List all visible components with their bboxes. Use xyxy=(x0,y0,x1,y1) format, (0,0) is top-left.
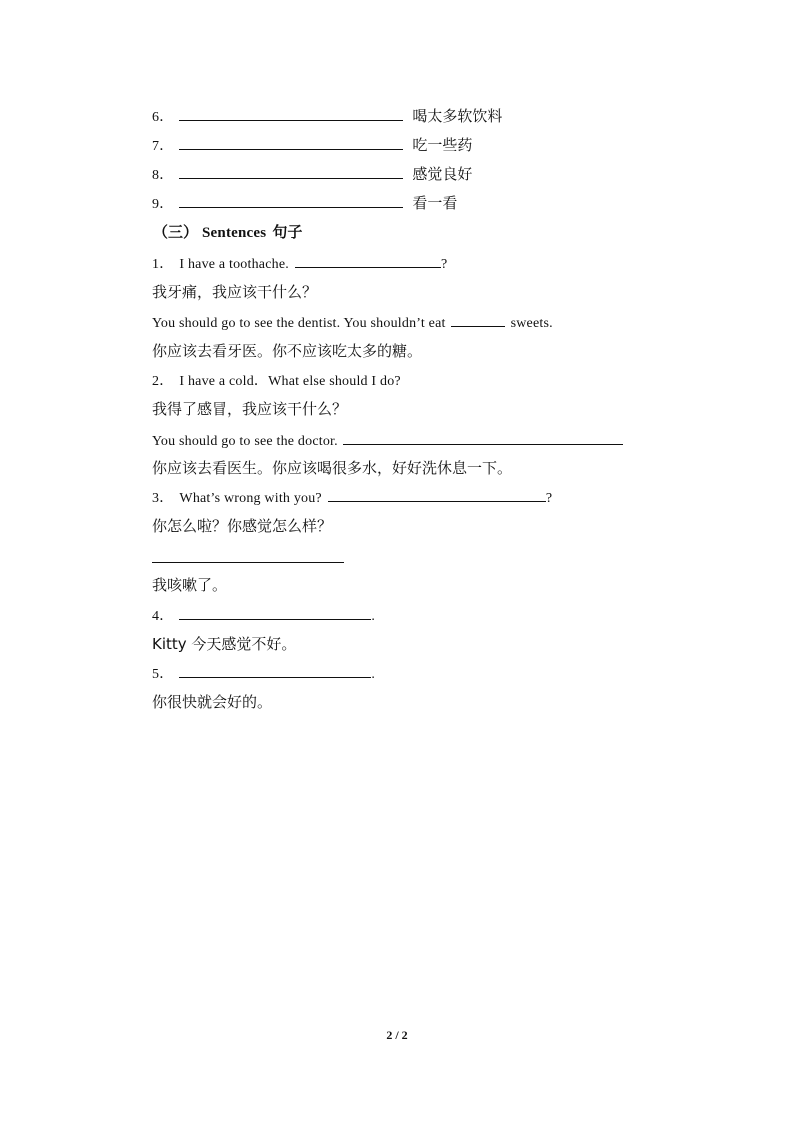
answer-blank[interactable] xyxy=(295,253,441,268)
question-number: 2． xyxy=(152,374,174,389)
question-end-mark: . xyxy=(371,667,376,682)
question-1-answer-translation xyxy=(152,341,422,361)
question-2-answer xyxy=(152,430,623,452)
translation-text: 你很快就会好的。 xyxy=(152,693,273,711)
section-title-en: Sentences xyxy=(202,225,267,241)
item-number: 8． xyxy=(152,168,174,183)
question-end-mark: . xyxy=(371,609,376,624)
question-2 xyxy=(152,370,401,392)
translation-text: Kitty 今天感觉不好。 xyxy=(152,635,297,653)
page-number: 2 / 2 xyxy=(386,1028,408,1042)
answer-blank[interactable] xyxy=(179,605,371,620)
phrase-meaning: 吃一些药 xyxy=(412,136,473,154)
answer-blank[interactable] xyxy=(179,135,403,150)
translation-text: 我牙痛，我应该干什么？ xyxy=(152,283,318,301)
answer-blank[interactable] xyxy=(152,548,344,563)
phrase-item xyxy=(152,135,472,157)
question-3 xyxy=(152,487,552,509)
answer-blank[interactable] xyxy=(179,663,371,678)
question-end-mark: ? xyxy=(545,491,553,506)
translation-text: 我咳嗽了。 xyxy=(152,576,228,594)
phrase-item xyxy=(152,106,502,128)
question-prompt: What’s wrong with you? xyxy=(179,491,322,506)
phrase-item xyxy=(152,193,457,215)
item-number: 7． xyxy=(152,139,174,154)
answer-text: sweets. xyxy=(510,316,553,331)
question-2-answer-translation xyxy=(152,458,512,478)
answer-blank[interactable] xyxy=(451,312,505,327)
item-number: 9． xyxy=(152,197,174,212)
question-3-translation xyxy=(152,516,332,536)
question-number: 3． xyxy=(152,491,174,506)
answer-blank[interactable] xyxy=(328,487,546,502)
question-prompt: I have a toothache. xyxy=(179,257,289,272)
phrase-meaning: 看一看 xyxy=(412,194,458,212)
question-prompt: I have a cold．What else should I do? xyxy=(179,374,401,389)
answer-blank[interactable] xyxy=(179,193,403,208)
question-number: 5． xyxy=(152,667,174,682)
question-3-answer xyxy=(152,548,344,568)
question-4-translation xyxy=(152,634,296,654)
section-title-zh: 句子 xyxy=(272,223,303,241)
question-5-translation xyxy=(152,692,272,712)
phrase-meaning: 感觉良好 xyxy=(412,165,473,183)
translation-text: 你应该去看医生。你应该喝很多水，好好洗休息一下。 xyxy=(152,459,513,477)
question-4 xyxy=(152,605,375,627)
answer-text: You should go to see the doctor. xyxy=(152,434,338,449)
item-number: 6． xyxy=(152,110,174,125)
question-1 xyxy=(152,253,447,275)
answer-blank[interactable] xyxy=(179,164,403,179)
question-2-translation xyxy=(152,399,347,419)
section-marker: （三） xyxy=(153,223,199,241)
question-1-answer xyxy=(152,312,553,334)
answer-blank[interactable] xyxy=(179,106,403,121)
answer-text: You should go to see the dentist. You shouldn’t eat xyxy=(152,316,446,331)
phrase-meaning: 喝太多软饮料 xyxy=(412,107,503,125)
translation-text: 你应该去看牙医。你不应该吃太多的糖。 xyxy=(152,342,423,360)
question-number: 4． xyxy=(152,609,174,624)
question-number: 1． xyxy=(152,257,174,272)
translation-text: 我得了感冒，我应该干什么？ xyxy=(152,400,348,418)
question-5 xyxy=(152,663,375,685)
translation-text: 你怎么啦？你感觉怎么样？ xyxy=(152,517,333,535)
section-heading xyxy=(153,222,302,243)
question-3-answer-translation xyxy=(152,575,227,595)
question-1-translation xyxy=(152,282,317,302)
answer-blank[interactable] xyxy=(343,430,623,445)
question-end-mark: ? xyxy=(440,257,448,272)
phrase-item xyxy=(152,164,472,186)
